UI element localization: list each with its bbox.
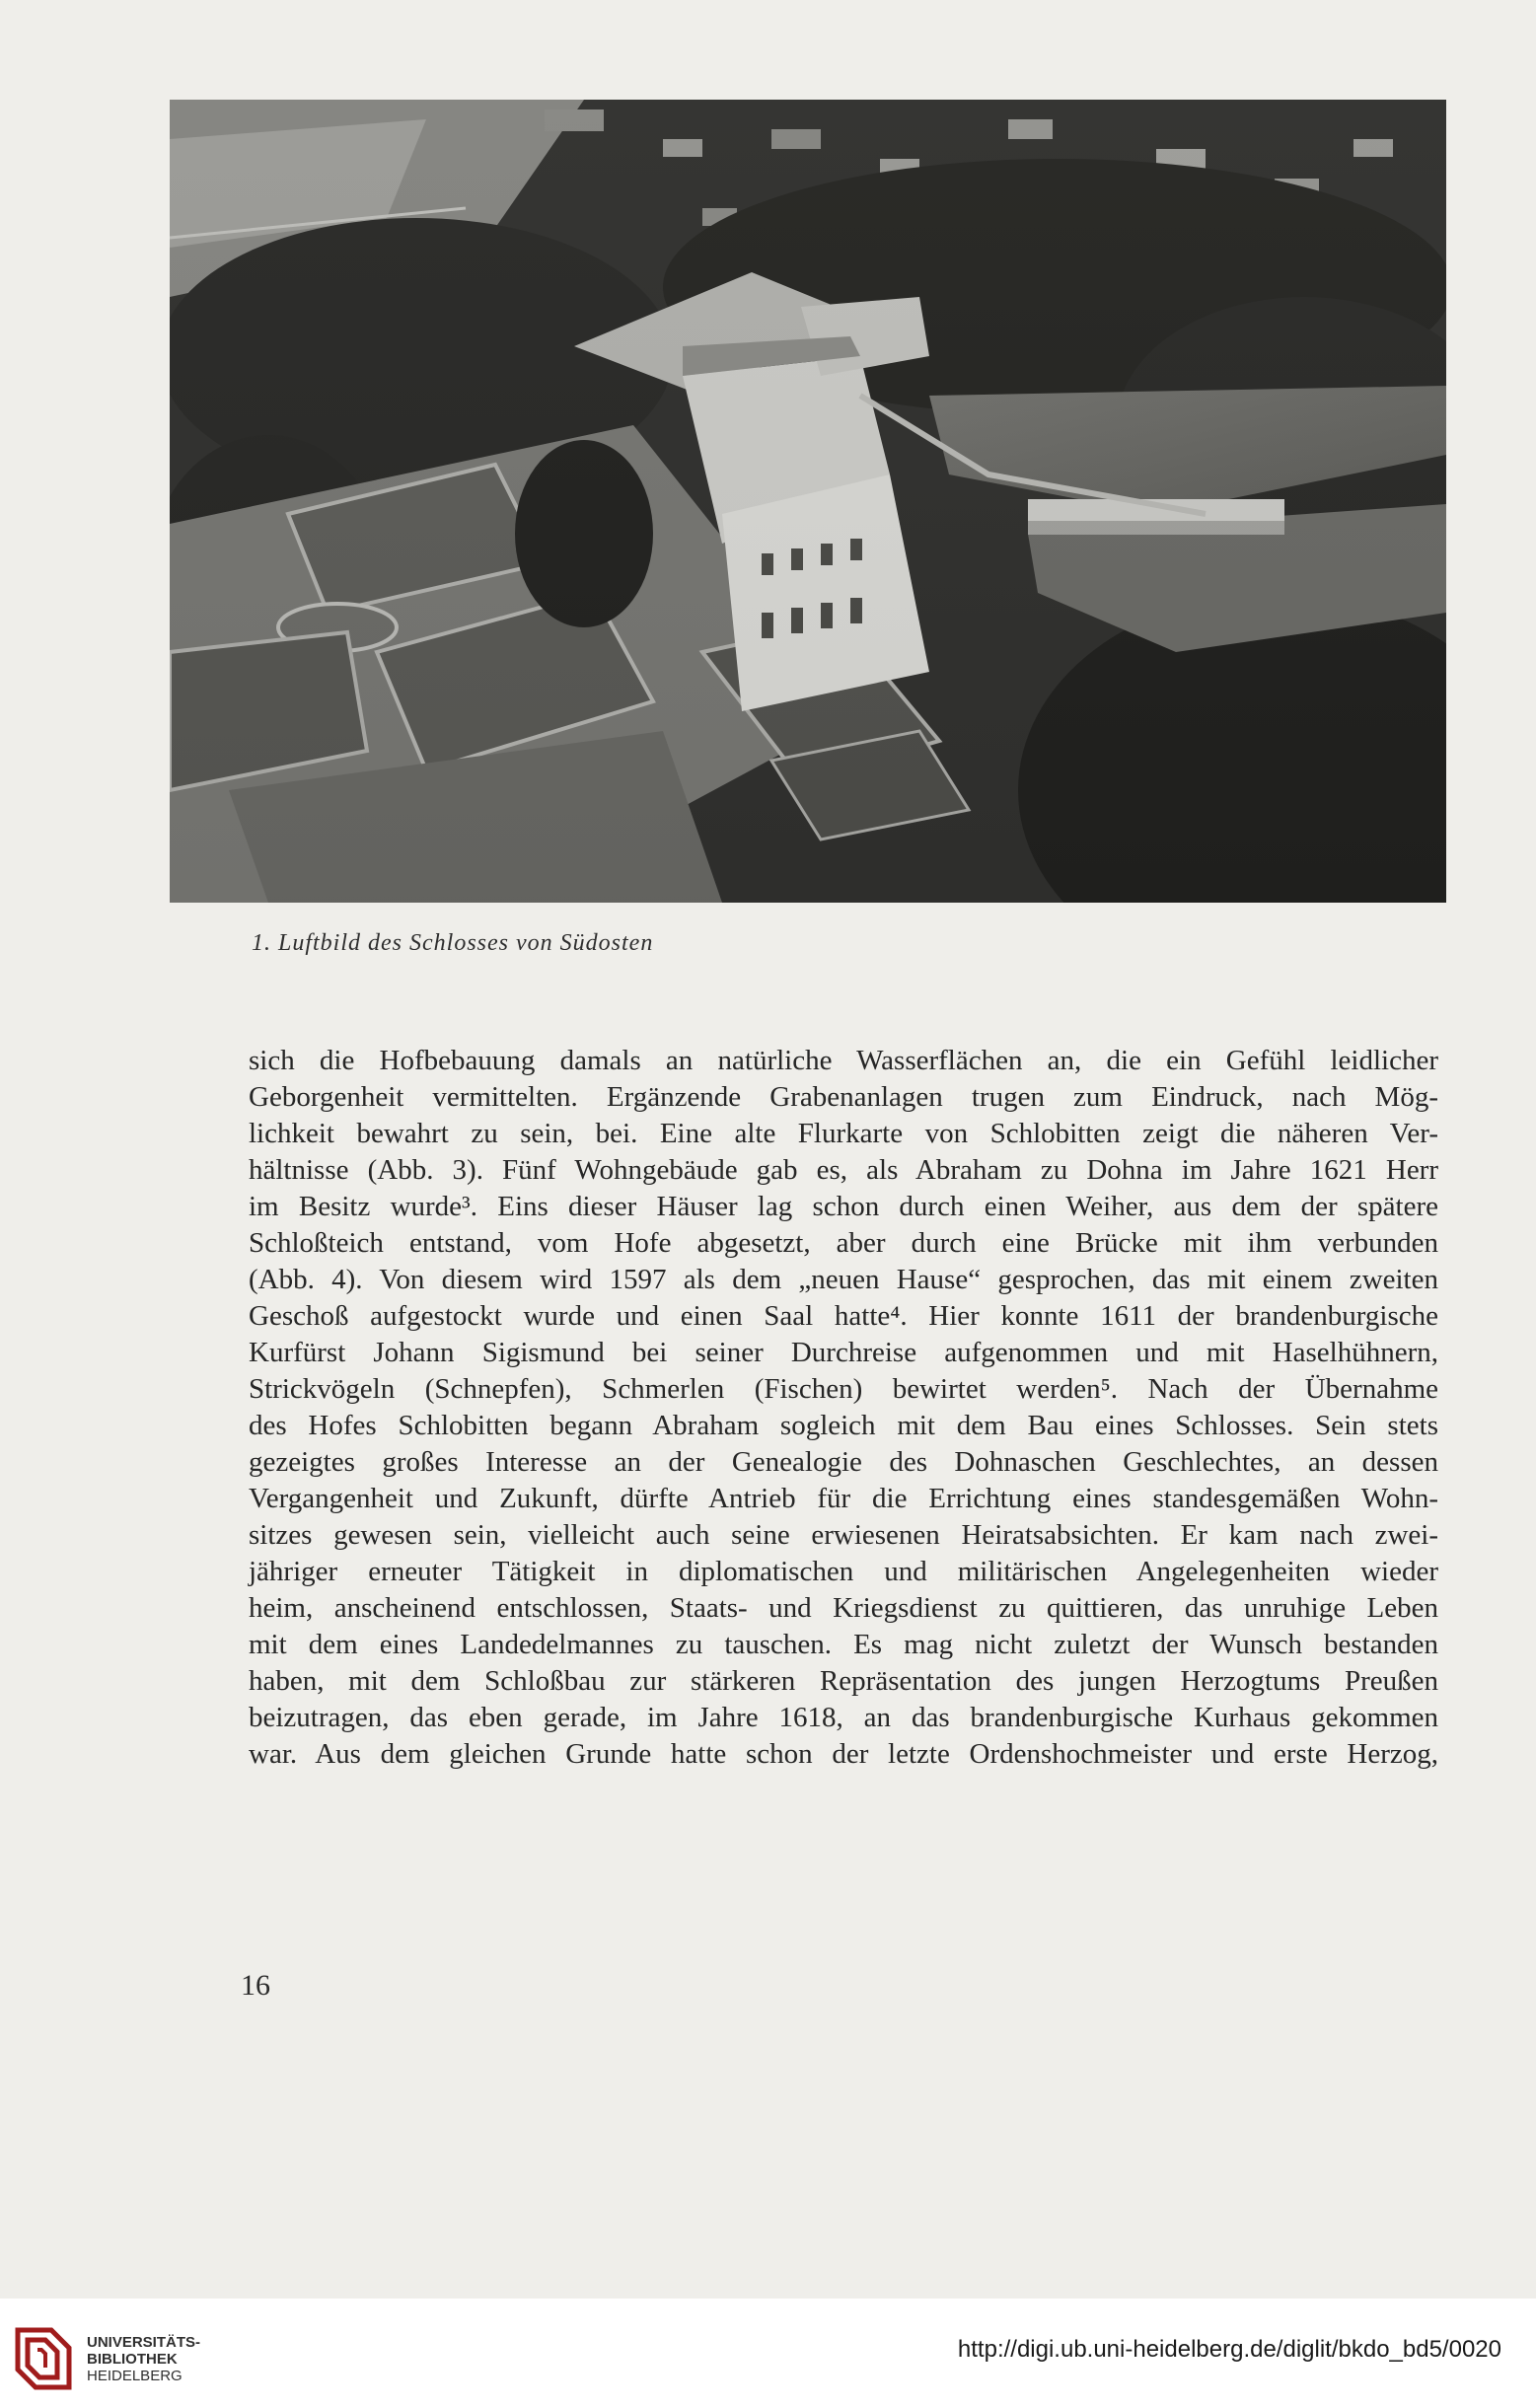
- library-name-line: HEIDELBERG: [87, 2368, 183, 2384]
- text-line: gezeigtes großes Interesse an der Genealogie des Dohnaschen Geschlechtes, an dessen: [249, 1446, 1438, 1478]
- text-line: sitzes gewesen sein, vielleicht auch seine erwiesenen Heiratsabsichten. Er kam nach zwei-: [249, 1519, 1438, 1551]
- text-line: im Besitz wurde³. Eins dieser Häuser lag schon durch einen Weiher, aus dem der spätere: [249, 1191, 1438, 1222]
- text-line: heim, anscheinend entschlossen, Staats- und Kriegsdienst zu quittieren, das unruhige Leben: [249, 1592, 1438, 1624]
- library-logo-icon: [12, 2326, 75, 2391]
- library-name: [87, 2334, 200, 2384]
- aerial-photograph: [170, 100, 1446, 903]
- text-line: jähriger erneuter Tätigkeit in diplomatischen und militärischen Angelegenheiten wieder: [249, 1556, 1438, 1587]
- aerial-photo-image: [170, 100, 1446, 903]
- source-url-link[interactable]: http://digi.ub.uni-heidelberg.de/diglit/bkdo_bd5/0020: [957, 2336, 1501, 2363]
- text-line: war. Aus dem gleichen Grunde hatte schon der letzte Ordenshochmeister und erste Herzog,: [249, 1738, 1438, 1770]
- footer-bar: [0, 2299, 1536, 2408]
- text-line: des Hofes Schlobitten begann Abraham sogleich mit dem Bau eines Schlosses. Sein stets: [249, 1410, 1438, 1441]
- text-line: Strickvögeln (Schnepfen), Schmerlen (Fischen) bewirtet werden⁵. Nach der Übernahme: [249, 1373, 1438, 1405]
- library-name-line: UNIVERSITÄTS-: [87, 2334, 201, 2351]
- page-number: 16: [241, 1969, 270, 2002]
- text-line: Geschoß aufgestockt wurde und einen Saal hatte⁴. Hier konnte 1611 der brandenburgische: [249, 1300, 1438, 1332]
- text-line: Geborgenheit vermittelten. Ergänzende Grabenanlagen trugen zum Eindruck, nach Mög-: [249, 1081, 1438, 1113]
- text-line: beizutragen, das eben gerade, im Jahre 1618, an das brandenburgische Kurhaus gekommen: [249, 1702, 1438, 1733]
- text-line: Schloßteich entstand, vom Hofe abgesetzt, aber durch eine Brücke mit ihm verbunden: [249, 1227, 1438, 1259]
- text-line: (Abb. 4). Von diesem wird 1597 als dem „neuen Hause“ gesprochen, das mit einem zweiten: [249, 1264, 1438, 1295]
- figure-caption: 1. Luftbild des Schlosses von Südosten: [252, 930, 654, 956]
- text-line: sich die Hofbebauung damals an natürliche Wasserflächen an, die ein Gefühl leidlicher: [249, 1045, 1438, 1076]
- text-line: Kurfürst Johann Sigismund bei seiner Durchreise aufgenommen und mit Haselhühnern,: [249, 1337, 1438, 1368]
- text-line: Vergangenheit und Zukunft, dürfte Antrieb für die Errichtung eines standesgemäßen Wohn-: [249, 1483, 1438, 1514]
- text-line: hältnisse (Abb. 3). Fünf Wohngebäude gab es, als Abraham zu Dohna im Jahre 1621 Herr: [249, 1154, 1438, 1186]
- text-line: lichkeit bewahrt zu sein, bei. Eine alte Flurkarte von Schlobitten zeigt die näheren Ver-: [249, 1118, 1438, 1149]
- body-paragraph: [249, 1043, 1438, 1773]
- library-name-line: BIBLIOTHEK: [87, 2351, 178, 2368]
- text-line: haben, mit dem Schloßbau zur stärkeren Repräsentation des jungen Herzogtums Preußen: [249, 1665, 1438, 1697]
- text-line: mit dem eines Landedelmannes zu tauschen. Es mag nicht zuletzt der Wunsch bestanden: [249, 1629, 1438, 1660]
